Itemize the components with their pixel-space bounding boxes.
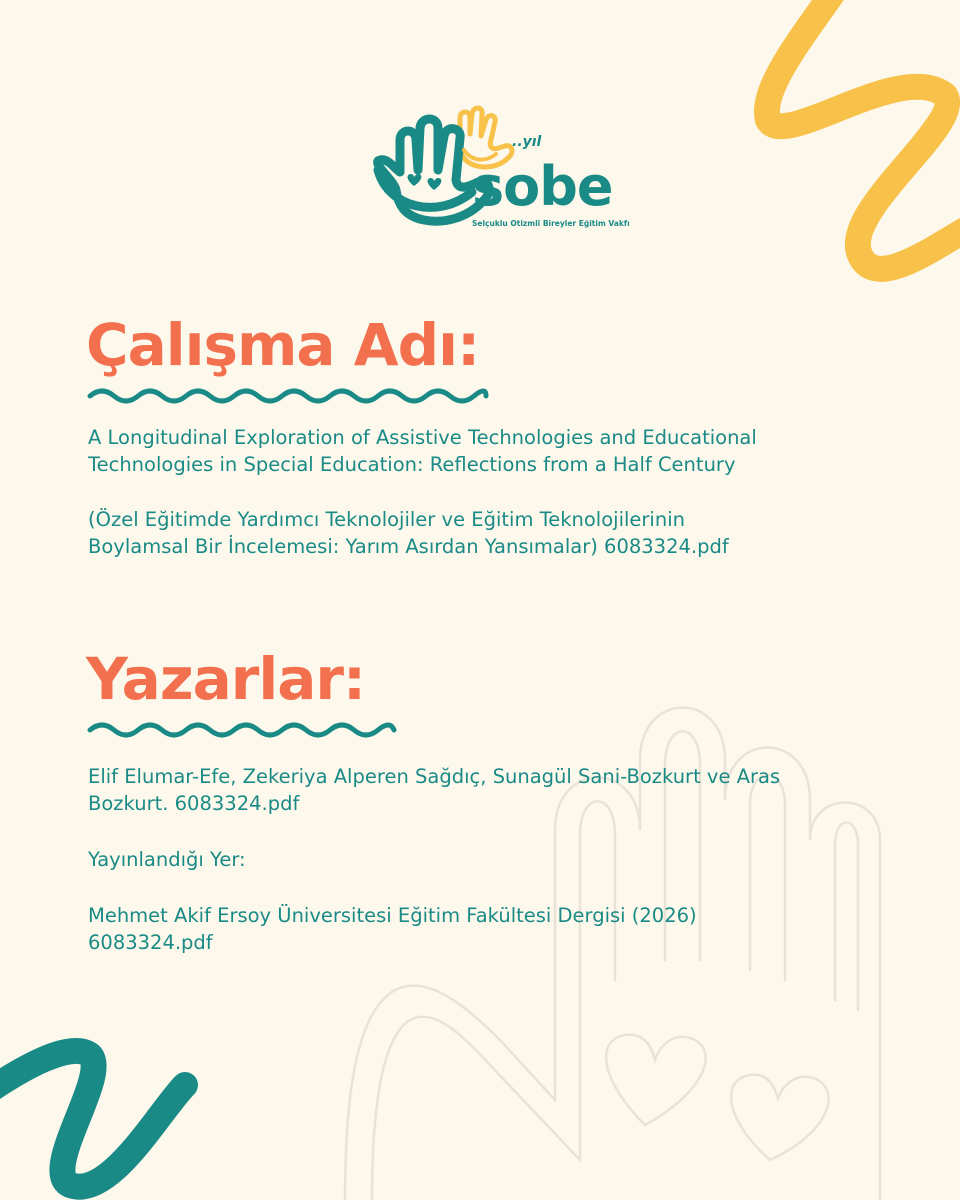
study-name-heading: Çalışma Adı: (86, 311, 480, 379)
study-title-tr-line2: Boylamsal Bir İncelemesi: Yarım Asırdan Yansımalar) 6083324.pdf (88, 535, 729, 558)
heading-underline-wave (86, 384, 490, 408)
study-title-en-line2: Technologies in Special Education: Reflections from a Half Century (88, 453, 736, 476)
authors-heading: Yazarlar: (86, 645, 366, 713)
published-label: Yayınlandığı Yer: (88, 848, 246, 871)
journal-line2: 6083324.pdf (88, 931, 213, 954)
logo-anniversary-mark: ..yıl (512, 134, 542, 150)
sobe-logo (360, 100, 630, 240)
study-title-block (88, 424, 888, 478)
study-title-tr-block (88, 506, 888, 560)
authors-names-line2: Bozkurt. 6083324.pdf (88, 792, 300, 815)
study-title-en-line1: A Longitudinal Exploration of Assistive Technologies and Educational (88, 426, 757, 449)
study-title-tr-line1: (Özel Eğitimde Yardımcı Teknolojiler ve Eğitim Teknolojilerinin (88, 508, 685, 531)
heading-underline-wave (86, 718, 398, 742)
authors-names-block (88, 763, 888, 817)
journal-line1: Mehmet Akif Ersoy Üniversitesi Eğitim Fakültesi Dergisi (2026) (88, 904, 697, 927)
logo-tagline: Selçuklu Otizmli Bireyler Eğitim Vakfı (472, 219, 630, 228)
journal-block (88, 902, 888, 956)
logo-wordmark: sobe (472, 155, 613, 218)
authors-names-line1: Elif Elumar-Efe, Zekeriya Alperen Sağdıç, Sunagül Sani-Bozkurt ve Aras (88, 765, 781, 788)
